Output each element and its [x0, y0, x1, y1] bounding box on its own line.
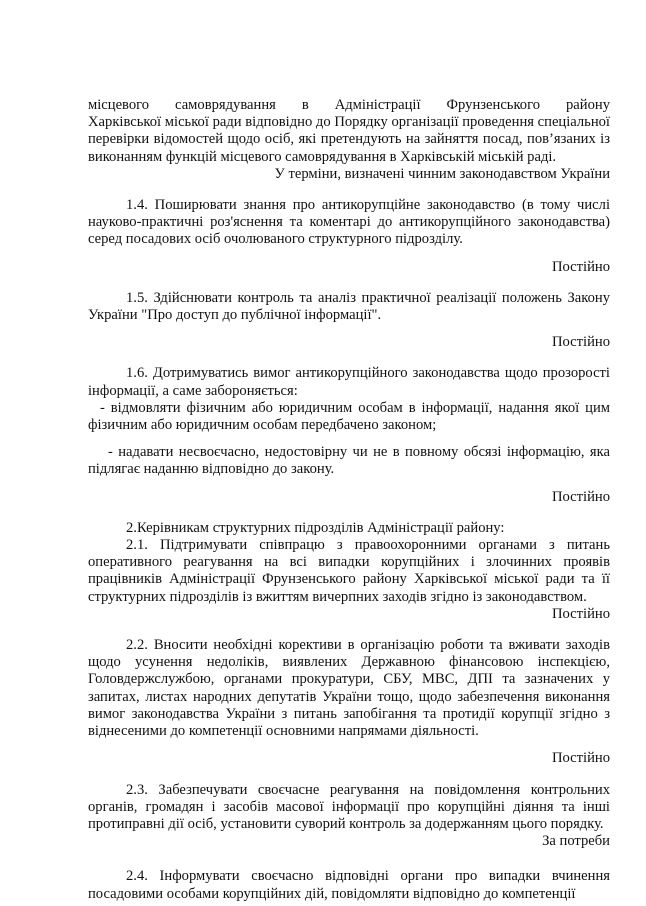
item-2-1: 2.1. Підтримувати співпрацю з правоохоронними органами з питань оперативного реагування на всі випадки корупційних і злочинних проявів працівників Адміністрації Фрунзенського району Харківської міської ради та її структурних підрозділів із вжиттям вичерпних заходів згідно із законодавством.: [88, 537, 610, 605]
item-1-6-dash-2: - надавати несвоєчасно, недостовірну чи не в повному обсязі інформацію, яка підлягає наданню відповідно до закону.: [88, 444, 610, 478]
item-1-5-term: Постійно: [551, 334, 610, 351]
item-1-6-term: Постійно: [551, 488, 610, 505]
item-2-3: 2.3. Забезпечувати своєчасне реагування на повідомлення контрольних органів, громадян і засобів масової інформації про корупційні діяння та інші протиправні дії осіб, установити суворий контроль за додержанням цього порядку.: [88, 781, 610, 832]
item-2-2-term: Постійно: [551, 750, 610, 767]
section-2-heading: 2.Керівникам структурних підрозділів Адміністрації району:: [126, 519, 505, 536]
item-1-4-term: Постійно: [551, 258, 610, 275]
item-1-5: 1.5. Здійснювати контроль та аналіз практичної реалізації положень Закону України "Про доступ до публічної інформації".: [88, 289, 610, 324]
item-2-1-term: Постійно: [551, 605, 610, 622]
item-2-4: 2.4. Інформувати своєчасно відповідні органи про випадки вчинення посадовими особами корупційних дій, повідомляти відповідно до компетенції: [88, 868, 610, 902]
document-page: [88, 97, 610, 903]
intro-paragraph: Харківської міської ради відповідно до Порядку організації проведення спеціальної перевірки відомостей щодо осіб, які претендують на зайняття посад, пов’язаних із виконанням функцій місцевого самоврядування в Харківській міській раді.: [88, 114, 610, 165]
item-1-6: 1.6. Дотримуватись вимог антикорупційного законодавства щодо прозорості інформації, а саме забороняється:: [88, 365, 610, 399]
item-1-6-dash-1: - відмовляти фізичним або юридичним особам в інформації, надання якої цим фізичним або юридичним особам передбачено законом;: [88, 399, 610, 434]
intro-first-line: місцевого самоврядування в Адміністрації Фрунзенського району: [88, 97, 610, 113]
intro-term: У терміни, визначені чинним законодавством України: [274, 165, 610, 182]
item-2-2: 2.2. Вносити необхідні корективи в організацію роботи та вживати заходів щодо усунення недоліків, виявлених Державною фінансовою інспекцією, Головдержслужбою, органами прокуратури, СБУ, МВС, ДПІ та зазначених у запитах, листах народних депутатів України тощо, щодо забезпечення виконання вимог законодавства України з питань запобігання та протидії корупції згідно з віднесеними до компетенції основними напрямами діяльності.: [88, 637, 610, 740]
item-1-4: 1.4. Поширювати знання про антикорупційне законодавство (в тому числі науково-практичні роз'яснення та коментарі до антикорупційного законодавства) серед посадових осіб очолюваного структурного підрозділу.: [88, 197, 610, 248]
item-2-3-term: За потреби: [542, 833, 610, 850]
